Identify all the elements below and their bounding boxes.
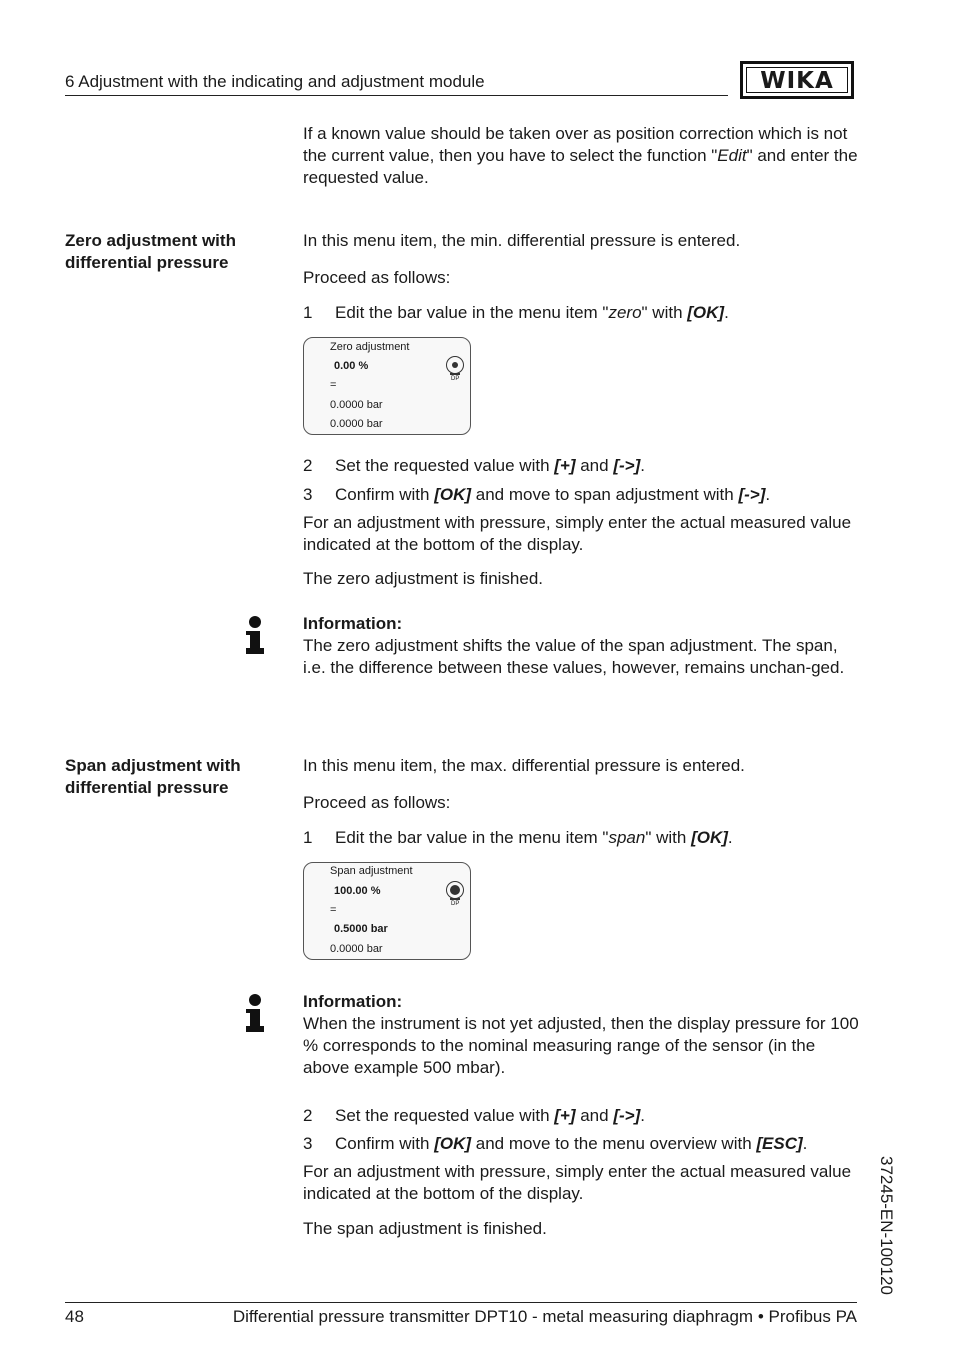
step-text: . bbox=[727, 828, 733, 847]
display-line-1: 0.5000 bar bbox=[334, 923, 388, 935]
gauge-label: DP bbox=[451, 376, 460, 382]
info-text: When the instrument is not yet adjusted, then the display pressure for 100 % corresponds to the nominal measuring range of the sensor (in the above example 500 mbar). bbox=[303, 1014, 859, 1077]
zero-paragraph-4: The zero adjustment is finished. bbox=[303, 569, 544, 588]
step-text: " with bbox=[645, 828, 692, 847]
span-step-3 bbox=[303, 1133, 863, 1155]
display-title: Span adjustment bbox=[330, 865, 413, 877]
step-text: Edit the bar value in the menu item " bbox=[335, 303, 609, 322]
pressure-gauge-icon bbox=[446, 356, 464, 374]
step-text: and move to the menu overview with bbox=[471, 1134, 757, 1153]
menu-item-word: zero bbox=[608, 303, 642, 322]
step-text: and move to span adjustment with bbox=[471, 485, 739, 504]
header-rule bbox=[65, 95, 728, 96]
step-text: . bbox=[765, 485, 771, 504]
key-label: [->] bbox=[613, 456, 641, 475]
intro-paragraph bbox=[303, 123, 863, 189]
span-paragraph-4: The span adjustment is finished. bbox=[303, 1219, 547, 1238]
key-label: [OK] bbox=[687, 303, 725, 322]
zero-side-heading bbox=[65, 230, 285, 274]
gauge-label: DP bbox=[451, 901, 460, 907]
intro-edit-word: Edit bbox=[717, 146, 747, 165]
step-text: and bbox=[575, 1106, 614, 1125]
span-heading-line-1: Span adjustment with bbox=[65, 756, 241, 775]
step-text: Set the requested value with bbox=[335, 1106, 555, 1125]
step-text: . bbox=[640, 456, 645, 475]
step-text: Set the requested value with bbox=[335, 456, 555, 475]
intro-text-1: If a known value should be taken over as position correction which is not the current value, then you have to select the function " bbox=[303, 124, 848, 165]
step-number: 2 bbox=[303, 1106, 313, 1125]
display-line-1: 0.0000 bar bbox=[330, 399, 383, 411]
step-text: Confirm with bbox=[335, 1134, 435, 1153]
info-icon bbox=[245, 994, 265, 1036]
key-label: [+] bbox=[554, 456, 576, 475]
gauge-base bbox=[450, 898, 460, 900]
step-text: and bbox=[575, 456, 614, 475]
key-label: [->] bbox=[738, 485, 766, 504]
step-number: 2 bbox=[303, 456, 313, 475]
span-paragraph-3: For an adjustment with pressure, simply enter the actual measured value indicated at the bottom of the display. bbox=[303, 1162, 852, 1203]
zero-step-2 bbox=[303, 455, 863, 477]
menu-item-word: span bbox=[608, 828, 646, 847]
step-text: . bbox=[724, 303, 729, 322]
display-value: 0.00 % bbox=[334, 360, 369, 372]
step-text: " with bbox=[641, 303, 688, 322]
step-text: . bbox=[640, 1106, 645, 1125]
gauge-base bbox=[450, 373, 460, 375]
page-number: 48 bbox=[65, 1307, 84, 1326]
footer-title: Differential pressure transmitter DPT10 - metal measuring diaphragm • Profibus PA bbox=[232, 1307, 857, 1326]
logo-text: WIKA bbox=[746, 67, 848, 93]
display-line-2: 0.0000 bar bbox=[330, 418, 383, 430]
zero-adjustment-display bbox=[303, 337, 471, 435]
span-heading-line-2: differential pressure bbox=[65, 778, 229, 797]
step-number: 1 bbox=[303, 828, 313, 847]
document-number-wrap bbox=[872, 1156, 902, 1306]
footer-rule bbox=[65, 1302, 857, 1303]
info-text: The zero adjustment shifts the value of the span adjustment. The span, i.e. the difference between these values, however, remains unchan-ged. bbox=[303, 636, 845, 677]
key-label: [OK] bbox=[434, 1134, 472, 1153]
zero-heading-line-2: differential pressure bbox=[65, 253, 229, 272]
pressure-gauge-icon bbox=[446, 881, 464, 899]
zero-step-1 bbox=[303, 302, 863, 324]
zero-info-block bbox=[303, 613, 863, 679]
step-number: 3 bbox=[303, 485, 313, 504]
step-text: . bbox=[802, 1134, 808, 1153]
key-label: [->] bbox=[613, 1106, 641, 1125]
display-value: 100.00 % bbox=[334, 885, 381, 897]
document-number: 37245-EN-100120 bbox=[877, 1156, 896, 1295]
zero-paragraph-3: For an adjustment with pressure, simply enter the actual measured value indicated at the bottom of the display. bbox=[303, 513, 852, 554]
step-number: 1 bbox=[303, 303, 313, 322]
zero-step-3 bbox=[303, 484, 863, 506]
info-icon bbox=[245, 616, 265, 658]
chapter-title: 6 Adjustment with the indicating and adjustment module bbox=[65, 72, 485, 91]
zero-paragraph-2: Proceed as follows: bbox=[303, 268, 451, 287]
span-paragraph-2: Proceed as follows: bbox=[303, 793, 451, 812]
span-step-2 bbox=[303, 1105, 863, 1127]
span-info-block bbox=[303, 991, 863, 1079]
key-label: [+] bbox=[554, 1106, 576, 1125]
display-title: Zero adjustment bbox=[330, 341, 410, 353]
span-side-heading bbox=[65, 755, 285, 799]
key-label: [ESC] bbox=[756, 1134, 803, 1153]
zero-heading-line-1: Zero adjustment with bbox=[65, 231, 236, 250]
wika-logo bbox=[740, 61, 854, 99]
step-text: Confirm with bbox=[335, 485, 435, 504]
display-equals: = bbox=[330, 904, 337, 916]
intro-text-2: " and enter the requested value. bbox=[303, 146, 858, 187]
zero-paragraph-1: In this menu item, the min. differential pressure is entered. bbox=[303, 231, 741, 250]
key-label: [OK] bbox=[434, 485, 472, 504]
display-line-2: 0.0000 bar bbox=[330, 943, 383, 955]
key-label: [OK] bbox=[691, 828, 728, 847]
step-number: 3 bbox=[303, 1134, 313, 1153]
info-title: Information: bbox=[303, 992, 403, 1011]
span-adjustment-display bbox=[303, 862, 471, 960]
step-text: Edit the bar value in the menu item " bbox=[335, 828, 609, 847]
display-equals: = bbox=[330, 379, 337, 391]
span-step-1 bbox=[303, 827, 863, 849]
span-paragraph-1: In this menu item, the max. differential pressure is entered. bbox=[303, 756, 745, 775]
info-title: Information: bbox=[303, 614, 403, 633]
